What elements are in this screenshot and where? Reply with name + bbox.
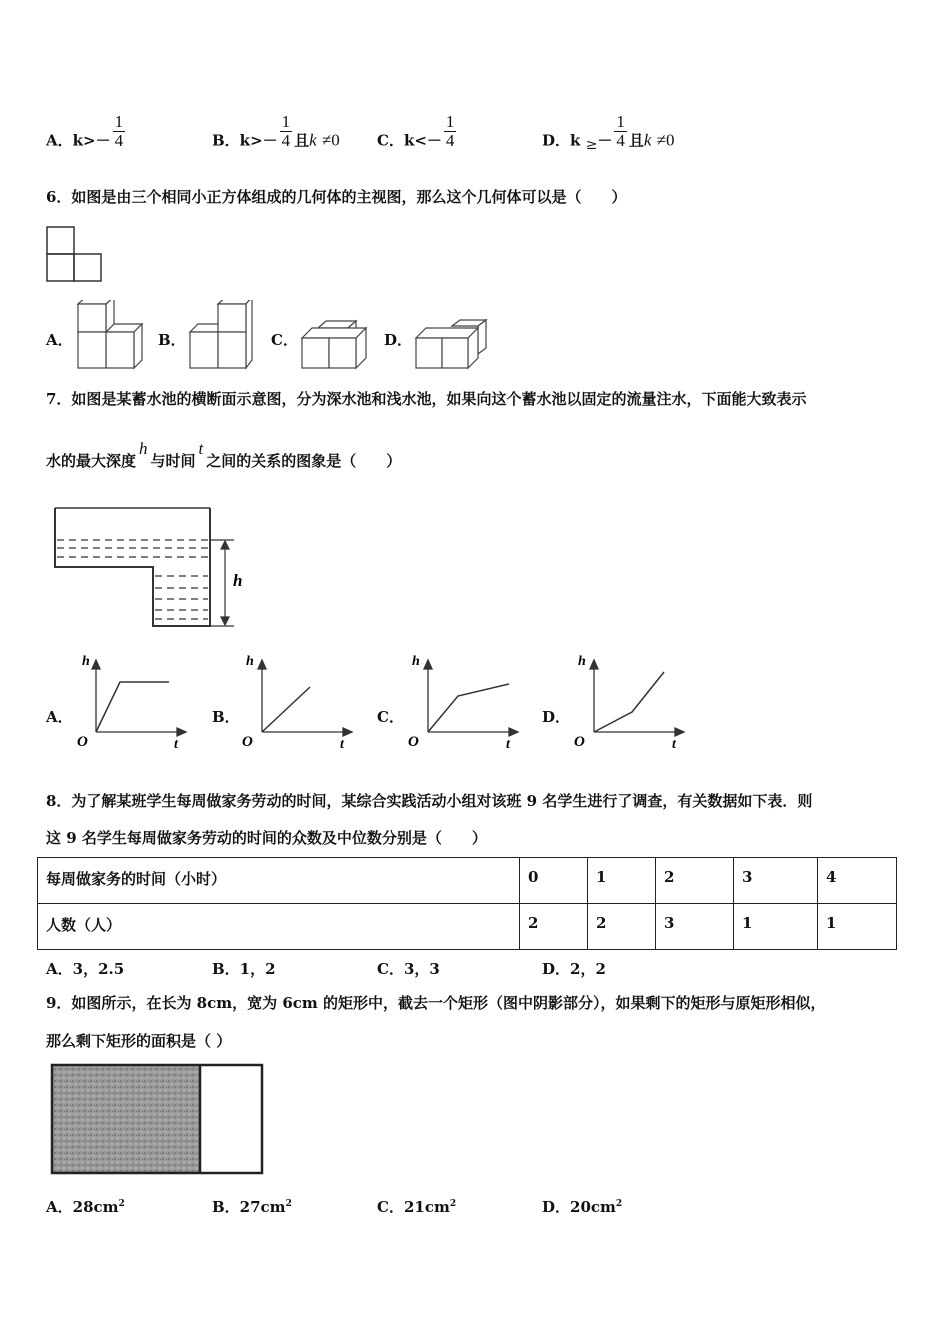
q6-option-d-label: D． [384,331,413,349]
q5-option-c [377,112,458,160]
q9-option-d [542,1196,622,1217]
table-cell: 4 [818,858,897,904]
table-row [38,858,897,904]
var-k: k [309,130,317,150]
var-t: t [198,439,204,458]
table-cell: 1 [734,904,818,950]
axis-t: t [506,737,510,750]
superscript: 2 [449,1199,457,1209]
axis-t: t [672,737,676,750]
q5-option-d-label: D．k [542,131,581,150]
q7-line2-b: 与时间 [150,452,196,470]
table-cell: 1 [818,904,897,950]
table-cell: 3 [656,904,734,950]
q5-option-a [46,112,127,160]
superscript: 2 [615,1199,623,1209]
q9-option-b [212,1196,292,1217]
q7-line1: 7．如图是某蓄水池的横断面示意图，分为深水池和浅水池，如果向这个蓄水池以固定的流量注水，下面能大致表示 [46,390,807,408]
frac-num: 1 [445,112,455,131]
q5-option-d-suffix: 且 [628,131,644,150]
q8-line2: 这 9 名学生每周做家务劳动的时间的众数及中位数分别是（ ） [46,829,487,847]
frac-num: 1 [281,112,291,131]
table-cell: 2 [656,858,734,904]
q6-option-a-figure [74,300,144,370]
table-cell: 1 [588,858,656,904]
table-cell: 0 [520,858,588,904]
graph-line [428,684,509,732]
var-k: k [643,130,652,150]
frac-num: 1 [616,112,625,131]
origin-label: O [242,734,253,750]
q8-line1: 8．为了解某班学生每周做家务劳动的时间，某综合实践活动小组对该班 9 名学生进行了调查，有关数据如下表．则 [46,792,813,810]
fraction [444,113,457,150]
q8-option-a: A．3，2.5 [46,960,125,978]
axis-t: t [340,737,344,750]
axis-h: h [578,654,586,669]
frac-den: 4 [114,131,124,150]
q7-option-d-graph [570,650,690,750]
frac-num: 1 [114,112,124,131]
q7-line2-c: 之间的关系的图象是（ ） [206,452,402,470]
superscript: 2 [118,1199,125,1209]
q9-option-a-text: A．28cm [46,1198,119,1216]
table-row [38,904,897,950]
dash: － [597,131,613,150]
q8-table [37,857,897,950]
q7-option-a-label: A． [46,708,73,726]
q5-option-b-label: B．k>－ [212,131,278,150]
q6-front-view [46,226,104,284]
origin-label: O [574,734,585,750]
table-cell: 2 [588,904,656,950]
q6-option-d-figure [412,318,490,370]
diagram-h-label: h [233,571,243,590]
fraction [614,113,627,150]
q9-line2: 那么剩下矩形的面积是（ ） [46,1032,232,1050]
q6-text: 6．如图是由三个相同小正方体组成的几何体的主视图，那么这个几何体可以是（ ） [46,188,627,206]
neq-zero: ≠0 [656,130,675,150]
q9-option-d-text: D．20cm [542,1198,616,1216]
fraction [113,113,126,150]
q5-option-b [212,112,340,160]
fraction [280,113,293,150]
q5-option-b-suffix: 且 [294,131,310,150]
var-h: h [139,439,148,458]
q6-option-b-label: B． [158,331,186,349]
q6-option-c-label: C． [271,331,298,349]
graph-line [594,672,664,732]
origin-label: O [77,734,88,750]
q5-option-c-label: C．k<－ [377,131,442,150]
frac-den: 4 [616,131,625,150]
q7-line2 [46,439,402,471]
table-cell: 人数（人） [38,904,520,950]
q6-option-b-figure [186,300,256,370]
table-cell: 2 [520,904,588,950]
graph-line [262,687,310,732]
q9-option-c-text: C．21cm [377,1198,450,1216]
graph-line [96,682,169,732]
q9-rectangle-figure [48,1062,274,1178]
q7-option-c-label: C． [377,708,404,726]
q5-option-d [542,112,675,160]
q7-option-d-label: D． [542,708,571,726]
ge-symbol: ≥ [585,136,598,153]
axis-h: h [246,654,254,669]
q5-option-a-label: A．k>－ [46,131,111,150]
q6-option-c-figure [298,318,370,370]
q9-line1: 9．如图所示，在长为 8cm，宽为 6cm 的矩形中，截去一个矩形（图中阴影部分），如果剩下的矩形与原矩形相似， [46,994,826,1012]
q8-option-c: C．3，3 [377,960,440,978]
q7-option-a-graph [72,650,192,750]
q7-reservoir-diagram [50,504,260,634]
q9-option-b-text: B．27cm [212,1198,286,1216]
table-cell: 3 [734,858,818,904]
table-cell: 每周做家务的时间（小时） [38,858,520,904]
neq-zero: ≠0 [321,130,340,150]
frac-den: 4 [445,131,455,150]
shaded-rectangle [52,1065,200,1173]
frac-den: 4 [281,131,291,150]
q6-option-a-label: A． [46,331,73,349]
q8-option-b: B．1，2 [212,960,276,978]
superscript: 2 [285,1199,292,1209]
q7-line2-a: 水的最大深度 [46,452,137,470]
q8-option-d: D．2，2 [542,960,606,978]
axis-h: h [412,654,420,669]
q7-option-c-graph [404,650,524,750]
q7-option-b-label: B． [212,708,240,726]
axis-h: h [82,654,90,669]
origin-label: O [408,734,419,750]
q9-option-c [377,1196,456,1217]
axis-t: t [174,737,178,750]
q7-option-b-graph [238,650,358,750]
q9-option-a [46,1196,125,1217]
